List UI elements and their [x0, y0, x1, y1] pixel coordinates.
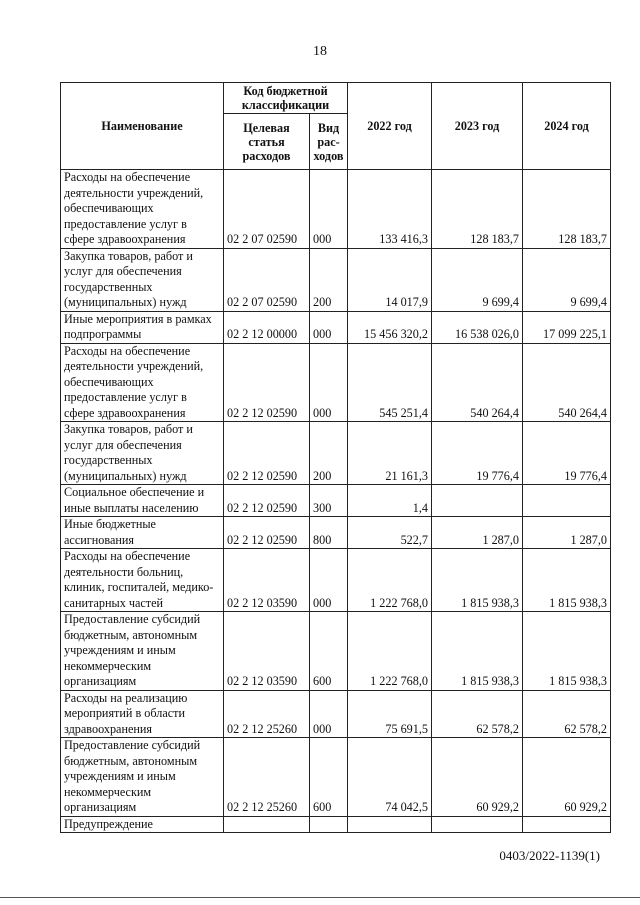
header-2024: 2024 год	[523, 83, 611, 170]
row-target-article: 02 2 12 03590	[224, 549, 310, 612]
row-amount-2022: 133 416,3	[348, 170, 432, 249]
row-expense-type: 800	[310, 517, 348, 549]
table-row	[61, 422, 611, 485]
row-target-article: 02 2 12 00000	[224, 311, 310, 343]
row-expense-type: 200	[310, 422, 348, 485]
footer-rule	[0, 897, 640, 898]
row-expense-type: 300	[310, 485, 348, 517]
row-amount-2022: 1 222 768,0	[348, 549, 432, 612]
row-amount-2022: 14 017,9	[348, 248, 432, 311]
table-row	[61, 170, 611, 249]
row-name: Предоставление субсидий бюджетным, автономным учреждениям и иным некоммерческим организациям	[61, 612, 224, 691]
row-amount-2022: 74 042,5	[348, 738, 432, 817]
row-amount-2024: 62 578,2	[523, 690, 611, 738]
row-amount-2023: 128 183,7	[432, 170, 523, 249]
row-name: Закупка товаров, работ и услуг для обеспечения государственных (муниципальных) нужд	[61, 248, 224, 311]
row-amount-2022: 1,4	[348, 485, 432, 517]
row-amount-2023: 60 929,2	[432, 738, 523, 817]
row-amount-2022: 75 691,5	[348, 690, 432, 738]
row-name: Иные бюджетные ассигнования	[61, 517, 224, 549]
row-amount-2024: 9 699,4	[523, 248, 611, 311]
row-name: Социальное обеспечение и иные выплаты населению	[61, 485, 224, 517]
row-expense-type: 000	[310, 690, 348, 738]
row-name: Расходы на обеспечение деятельности учреждений, обеспечивающих предоставление услуг в сфере здравоохранения	[61, 170, 224, 249]
row-amount-2024: 17 099 225,1	[523, 311, 611, 343]
row-expense-type	[310, 816, 348, 833]
row-target-article: 02 2 12 25260	[224, 738, 310, 817]
row-expense-type: 000	[310, 311, 348, 343]
table-row	[61, 485, 611, 517]
row-amount-2022: 21 161,3	[348, 422, 432, 485]
row-target-article: 02 2 12 25260	[224, 690, 310, 738]
row-amount-2024	[523, 816, 611, 833]
row-expense-type: 600	[310, 738, 348, 817]
row-name: Иные мероприятия в рамках подпрограммы	[61, 311, 224, 343]
row-amount-2022: 522,7	[348, 517, 432, 549]
table-row	[61, 612, 611, 691]
row-amount-2023: 1 815 938,3	[432, 549, 523, 612]
table-row	[61, 549, 611, 612]
header-expense-type: Вид рас- ходов	[310, 114, 348, 170]
row-target-article: 02 2 12 03590	[224, 612, 310, 691]
row-expense-type: 000	[310, 343, 348, 422]
row-amount-2023	[432, 816, 523, 833]
row-amount-2023	[432, 485, 523, 517]
table-row	[61, 738, 611, 817]
row-amount-2022: 545 251,4	[348, 343, 432, 422]
row-target-article: 02 2 12 02590	[224, 485, 310, 517]
header-row-top	[61, 83, 611, 114]
row-amount-2023: 1 287,0	[432, 517, 523, 549]
row-amount-2024	[523, 485, 611, 517]
row-expense-type: 000	[310, 549, 348, 612]
row-amount-2024: 128 183,7	[523, 170, 611, 249]
row-expense-type: 200	[310, 248, 348, 311]
row-amount-2023: 19 776,4	[432, 422, 523, 485]
table-row	[61, 816, 611, 833]
page-number: 18	[313, 44, 327, 59]
row-amount-2023: 16 538 026,0	[432, 311, 523, 343]
row-name: Расходы на обеспечение деятельности учреждений, обеспечивающих предоставление услуг в сфере здравоохранения	[61, 343, 224, 422]
row-amount-2023: 9 699,4	[432, 248, 523, 311]
row-amount-2022: 1 222 768,0	[348, 612, 432, 691]
row-target-article: 02 2 07 02590	[224, 248, 310, 311]
header-2023: 2023 год	[432, 83, 523, 170]
header-name: Наименование	[61, 83, 224, 170]
row-amount-2024: 540 264,4	[523, 343, 611, 422]
row-amount-2024: 19 776,4	[523, 422, 611, 485]
row-amount-2024: 1 287,0	[523, 517, 611, 549]
row-name: Предоставление субсидий бюджетным, автономным учреждениям и иным некоммерческим организациям	[61, 738, 224, 817]
row-expense-type: 000	[310, 170, 348, 249]
row-amount-2023: 1 815 938,3	[432, 612, 523, 691]
row-target-article: 02 2 12 02590	[224, 517, 310, 549]
header-target-article: Целевая статья расходов	[224, 114, 310, 170]
row-amount-2022	[348, 816, 432, 833]
table-row	[61, 311, 611, 343]
header-code-group: Код бюджетной классификации	[224, 83, 348, 114]
row-target-article: 02 2 12 02590	[224, 343, 310, 422]
table-row	[61, 248, 611, 311]
row-amount-2022: 15 456 320,2	[348, 311, 432, 343]
row-name: Расходы на реализацию мероприятий в области здравоохранения	[61, 690, 224, 738]
document-number: 0403/2022-1139(1)	[499, 848, 600, 863]
row-expense-type: 600	[310, 612, 348, 691]
table-row	[61, 690, 611, 738]
table-row	[61, 343, 611, 422]
row-amount-2024: 1 815 938,3	[523, 549, 611, 612]
budget-table	[60, 82, 611, 833]
row-amount-2023: 540 264,4	[432, 343, 523, 422]
row-target-article: 02 2 07 02590	[224, 170, 310, 249]
row-target-article	[224, 816, 310, 833]
table-row	[61, 517, 611, 549]
header-2022: 2022 год	[348, 83, 432, 170]
row-amount-2023: 62 578,2	[432, 690, 523, 738]
row-name: Предупреждение	[61, 816, 224, 833]
row-target-article: 02 2 12 02590	[224, 422, 310, 485]
row-amount-2024: 1 815 938,3	[523, 612, 611, 691]
row-name: Закупка товаров, работ и услуг для обеспечения государственных (муниципальных) нужд	[61, 422, 224, 485]
row-amount-2024: 60 929,2	[523, 738, 611, 817]
row-name: Расходы на обеспечение деятельности больниц, клиник, госпиталей, медико-санитарных частей	[61, 549, 224, 612]
